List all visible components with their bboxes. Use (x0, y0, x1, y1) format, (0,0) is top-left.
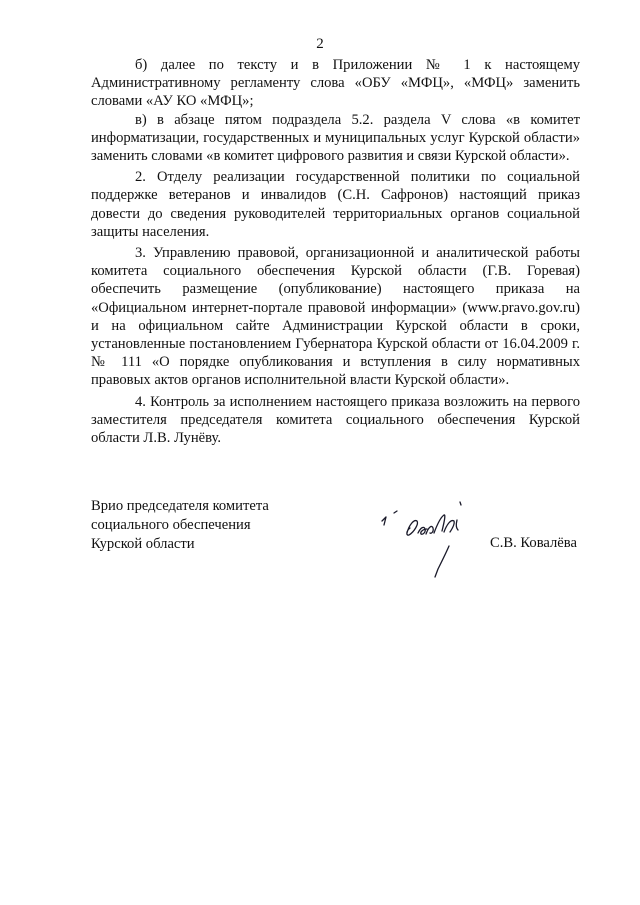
signatory-title-line: социального обеспечения (91, 517, 251, 533)
document-body (91, 56, 580, 447)
paragraph-v: в) в абзаце пятом подраздела 5.2. раздела V слова «в комитет информатизации, государственных и муниципальных услуг Курской области» заменить словами «в комитет цифрового развития и связи Курской области». (91, 111, 580, 165)
paragraph-b: б) далее по тексту и в Приложении № 1 к настоящему Административному регламенту слова «ОБУ «МФЦ», «МФЦ» заменить словами «АУ КО «МФЦ»; (91, 57, 580, 110)
paragraph-2: 2. Отделу реализации государственной политики по социальной поддержке ветеранов и инвалидов (С.Н. Сафронов) настоящий приказ довести до сведения руководителей территориальных органов социальной защиты населения. (91, 169, 580, 240)
signer-name: С.В. Ковалёва (490, 535, 577, 551)
signatory-title-line: Врио председателя комитета (91, 498, 269, 514)
paragraph-4: 4. Контроль за исполнением настоящего приказа возложить на первого заместителя председателя комитета социального обеспечения Курской области Л.В. Лунёву. (91, 393, 580, 447)
paragraph-3: 3. Управлению правовой, организационной и аналитической работы комитета социального обеспечения Курской области (Г.В. Горевая) обеспечить размещение (опубликование) настоящего приказа на «Официальном интернет-портале правовой информации» (www.pravo.gov.ru) и на официальном сайте Администрации Курской области в сроки, установленные постановлением Губернатора Курской области от 16.04.2009 г. № 111 «О порядке опубликования и вступления в силу нормативных правовых актов органов исполнительной власти Курской области». (91, 245, 580, 389)
signatory-title-line: Курской области (91, 536, 195, 552)
signatory-title (91, 497, 269, 554)
page-number: 2 (316, 36, 324, 52)
handwritten-signature-icon (370, 495, 490, 590)
